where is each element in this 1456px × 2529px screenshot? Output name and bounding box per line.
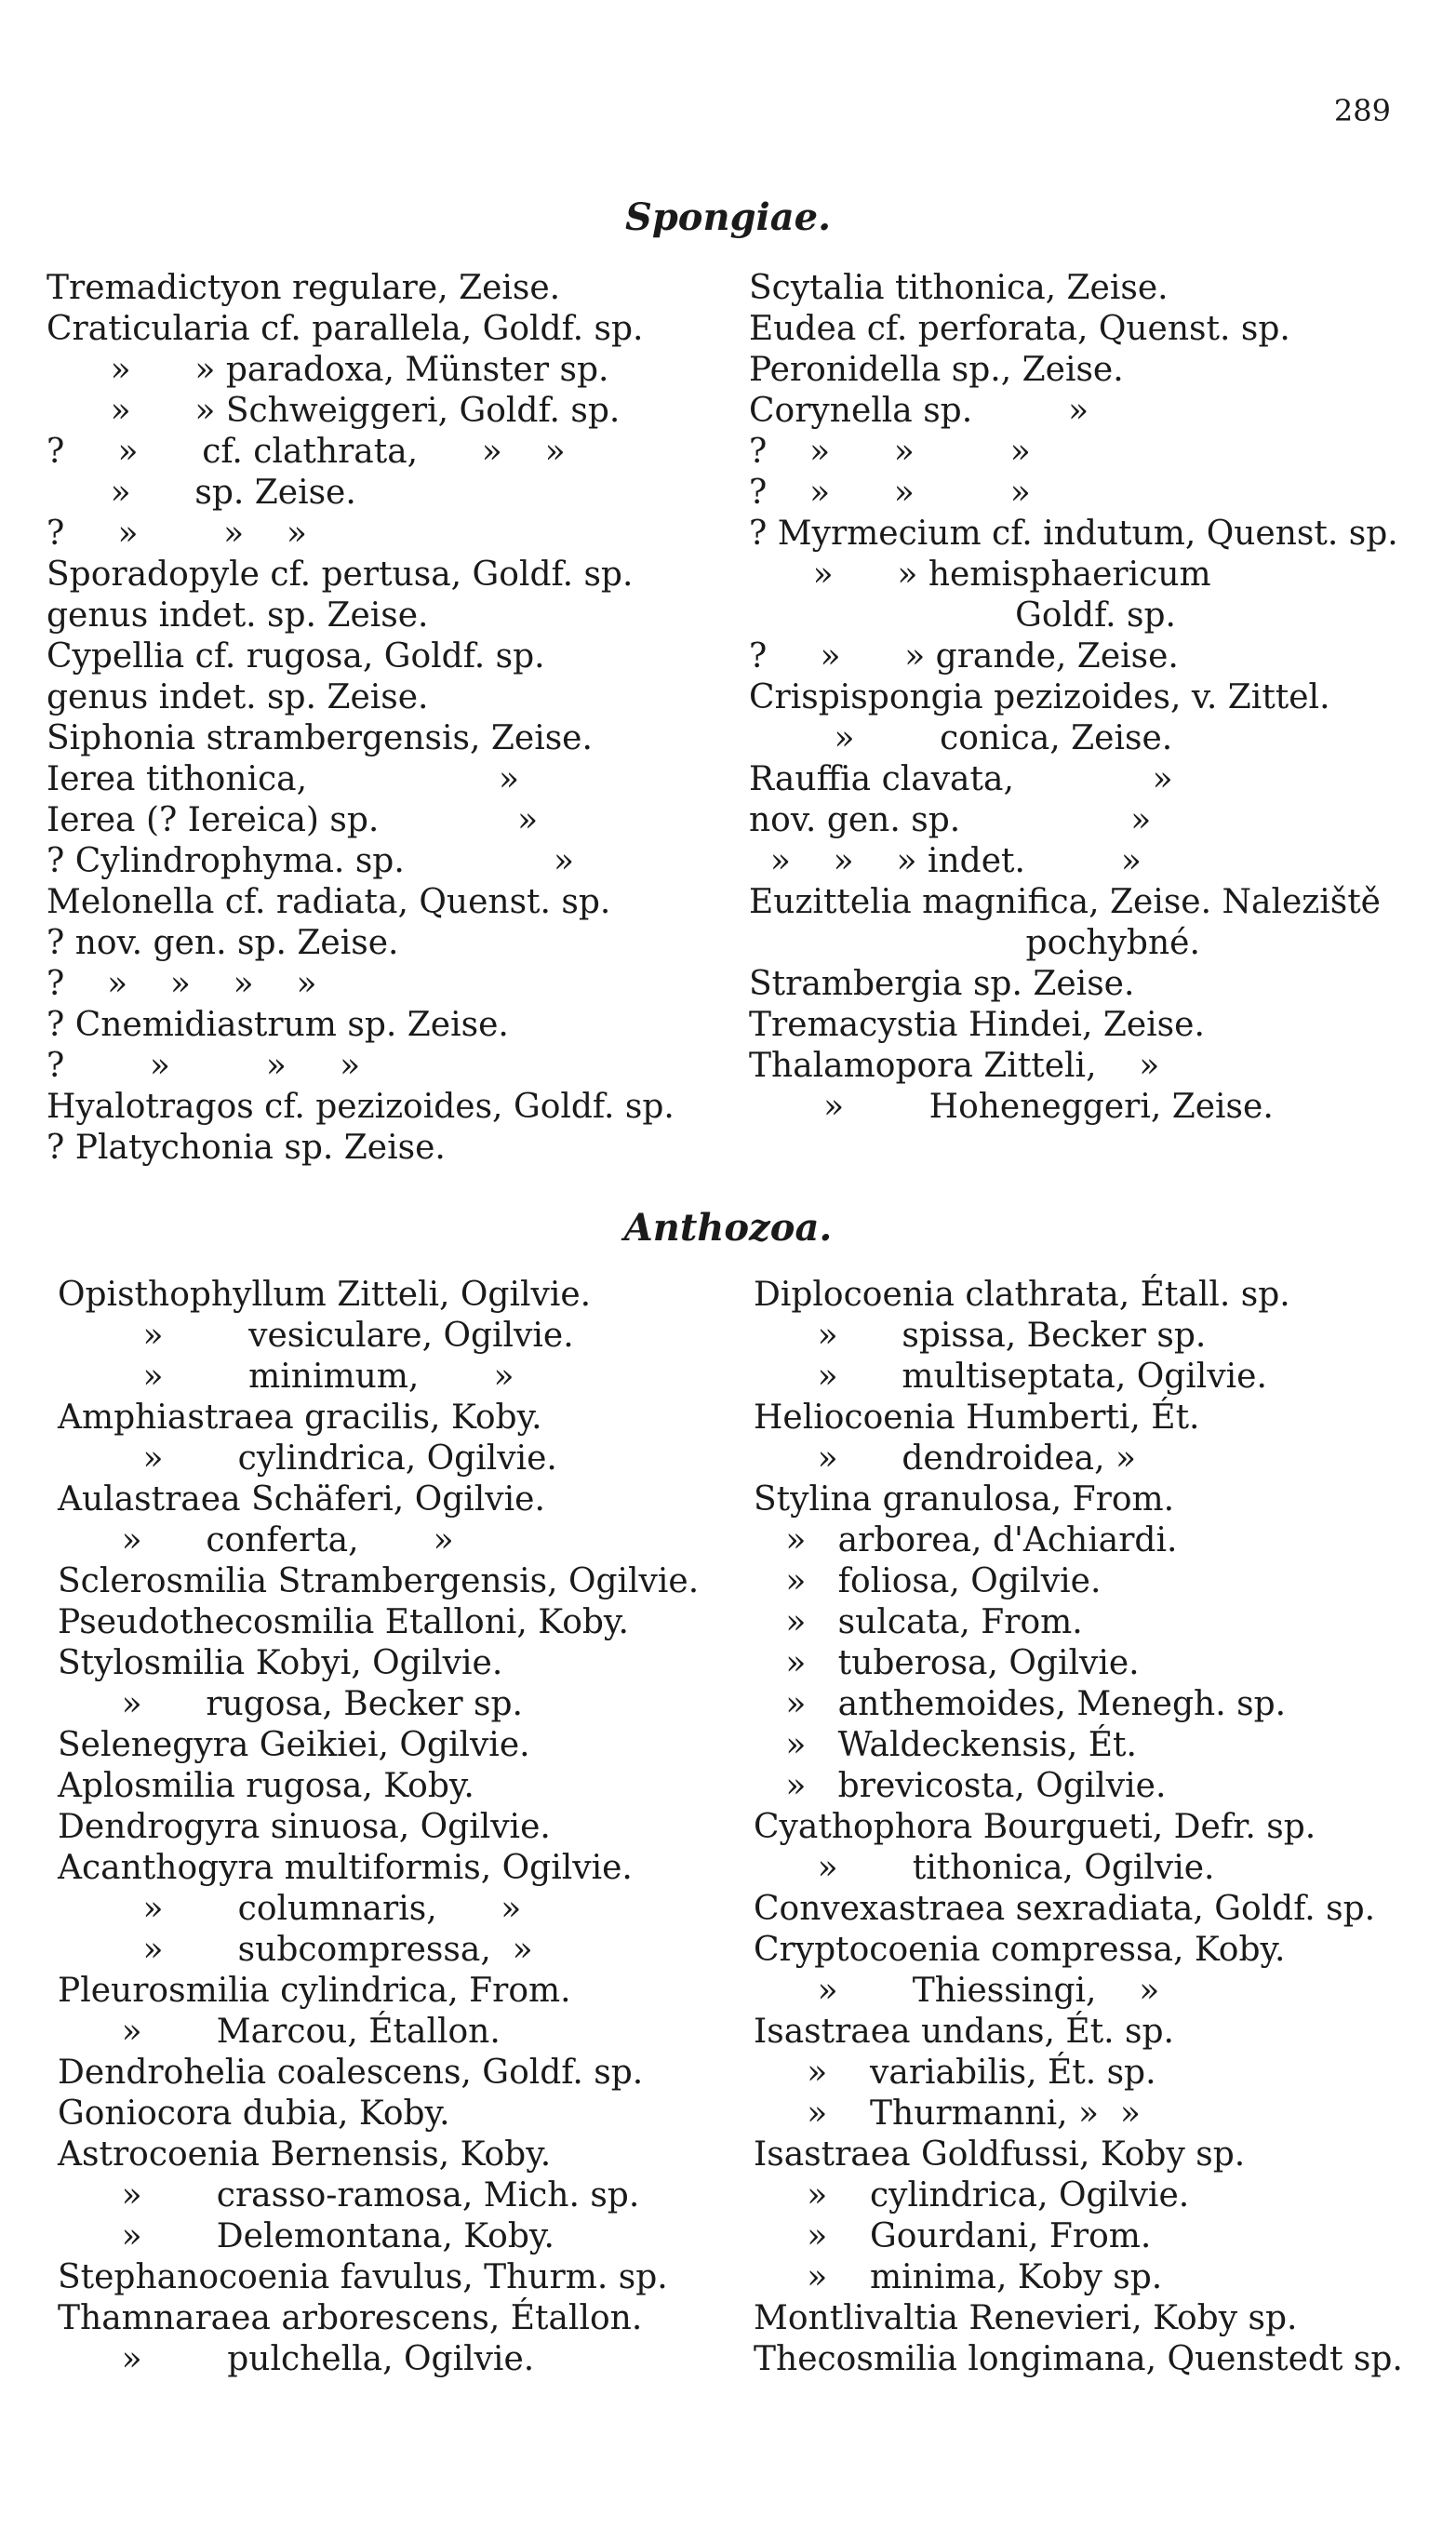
- anthozoa-left-line: Stylosmilia Kobyi, Ogilvie.: [58, 1644, 503, 1682]
- spongiae-right-line: Corynella sp. »: [749, 392, 1089, 430]
- anthozoa-right-line: Cyathophora Bourgueti, Defr. sp.: [754, 1808, 1316, 1846]
- anthozoa-right-line: Stylina granulosa, From.: [754, 1480, 1175, 1519]
- spongiae-right-line: pochybné.: [749, 924, 1200, 962]
- anthozoa-left-line: » conferta, »: [58, 1521, 454, 1559]
- anthozoa-left-line: Pseudothecosmilia Etalloni, Koby.: [58, 1603, 629, 1641]
- spongiae-right-line: Peronidella sp., Zeise.: [749, 351, 1124, 389]
- anthozoa-right-line: » tuberosa, Ogilvie.: [754, 1644, 1140, 1682]
- anthozoa-right-line: Diplocoenia clathrata, Étall. sp.: [754, 1276, 1290, 1314]
- anthozoa-right-line: » multiseptata, Ogilvie.: [754, 1358, 1267, 1396]
- anthozoa-left-line: Thamnaraea arborescens, Étallon.: [58, 2299, 643, 2337]
- anthozoa-right-line: » Waldeckensis, Ét.: [754, 1726, 1137, 1764]
- anthozoa-left-line: Dendrohelia coalescens, Goldf. sp.: [58, 2054, 644, 2092]
- anthozoa-right-line: Cryptocoenia compressa, Koby.: [754, 1931, 1286, 1969]
- spongiae-left-line: ? » cf. clathrata, » »: [47, 433, 566, 471]
- spongiae-left-line: ? Platychonia sp. Zeise.: [47, 1129, 446, 1167]
- anthozoa-right-line: » variabilis, Ét. sp.: [754, 2054, 1156, 2092]
- spongiae-left-line: ? nov. gen. sp. Zeise.: [47, 924, 399, 962]
- page-number: 289: [1333, 93, 1391, 128]
- anthozoa-left-line: » columnaris, »: [58, 1890, 522, 1928]
- anthozoa-right-line: » cylindrica, Ogilvie.: [754, 2176, 1190, 2215]
- anthozoa-right-line: » brevicosta, Ogilvie.: [754, 1767, 1167, 1805]
- spongiae-right-line: nov. gen. sp. »: [749, 801, 1152, 839]
- spongiae-right-line: Tremacystia Hindei, Zeise.: [749, 1006, 1205, 1044]
- spongiae-left-line: Sporadopyle cf. pertusa, Goldf. sp.: [47, 555, 634, 594]
- spongiae-left-line: ? Cylindrophyma. sp. »: [47, 842, 575, 880]
- anthozoa-right-line: » Gourdani, From.: [754, 2217, 1152, 2255]
- anthozoa-right-line: Thecosmilia longimana, Quenstedt sp.: [754, 2340, 1403, 2378]
- anthozoa-right-line: » arborea, d'Achiardi.: [754, 1521, 1178, 1559]
- spongiae-right-line: Thalamopora Zitteli, »: [749, 1047, 1160, 1085]
- spongiae-left-line: Cypellia cf. rugosa, Goldf. sp.: [47, 637, 545, 676]
- spongiae-left-line: ? » » »: [47, 1047, 361, 1085]
- anthozoa-left-line: Stephanocoenia favulus, Thurm. sp.: [58, 2258, 668, 2296]
- spongiae-right-line: ? » » »: [749, 474, 1031, 512]
- spongiae-right-line: Goldf. sp.: [749, 596, 1176, 635]
- spongiae-right-line: Euzittelia magnifica, Zeise. Naleziště: [749, 883, 1381, 921]
- spongiae-right-line: Eudea cf. perforata, Quenst. sp.: [749, 310, 1290, 348]
- anthozoa-left-line: Aplosmilia rugosa, Koby.: [58, 1767, 474, 1805]
- anthozoa-left-line: Aulastraea Schäferi, Ogilvie.: [58, 1480, 545, 1519]
- spongiae-left-line: Hyalotragos cf. pezizoides, Goldf. sp.: [47, 1088, 675, 1126]
- anthozoa-left-line: Acanthogyra multiformis, Ogilvie.: [58, 1849, 633, 1887]
- spongiae-right-line: » » hemisphaericum: [749, 555, 1211, 594]
- section-title-spongiae: Spongiae.: [624, 195, 832, 239]
- spongiae-right-line: Strambergia sp. Zeise.: [749, 965, 1135, 1003]
- spongiae-right-line: ? Myrmecium cf. indutum, Quenst. sp.: [749, 515, 1398, 553]
- anthozoa-right-line: » spissa, Becker sp.: [754, 1317, 1207, 1355]
- anthozoa-right-line: Isastraea undans, Ét. sp.: [754, 2013, 1175, 2051]
- anthozoa-left-line: » rugosa, Becker sp.: [58, 1685, 523, 1723]
- anthozoa-left-line: » Delemontana, Koby.: [58, 2217, 554, 2255]
- section-title-anthozoa: Anthozoa.: [623, 1206, 833, 1250]
- spongiae-left-line: genus indet. sp. Zeise.: [47, 596, 429, 635]
- spongiae-left-line: ? » » »: [47, 515, 307, 553]
- spongiae-right-line: Rauffia clavata, »: [749, 760, 1173, 798]
- anthozoa-right-line: » anthemoides, Menegh. sp.: [754, 1685, 1287, 1723]
- spongiae-right-line: Scytalia tithonica, Zeise.: [749, 269, 1169, 307]
- anthozoa-right-line: » sulcata, From.: [754, 1603, 1083, 1641]
- anthozoa-right-line: » dendroidea, »: [754, 1439, 1137, 1478]
- anthozoa-right-line: Isastraea Goldfussi, Koby sp.: [754, 2135, 1246, 2174]
- anthozoa-left-line: » cylindrica, Ogilvie.: [58, 1439, 557, 1478]
- anthozoa-left-line: Dendrogyra sinuosa, Ogilvie.: [58, 1808, 551, 1846]
- anthozoa-left-line: Selenegyra Geikiei, Ogilvie.: [58, 1726, 530, 1764]
- spongiae-right-line: » Hoheneggeri, Zeise.: [749, 1088, 1274, 1126]
- anthozoa-left-line: » vesiculare, Ogilvie.: [58, 1317, 574, 1355]
- anthozoa-right-line: Heliocoenia Humberti, Ét.: [754, 1398, 1200, 1437]
- anthozoa-right-line: » Thiessingi, »: [754, 1972, 1160, 2010]
- spongiae-left-line: Ierea (? Iereica) sp. »: [47, 801, 539, 839]
- anthozoa-left-line: Pleurosmilia cylindrica, From.: [58, 1972, 571, 2010]
- spongiae-right-line: ? » » grande, Zeise.: [749, 637, 1179, 676]
- spongiae-left-line: ? » » » »: [47, 965, 317, 1003]
- spongiae-left-line: » sp. Zeise.: [47, 474, 356, 512]
- spongiae-left-line: ? Cnemidiastrum sp. Zeise.: [47, 1006, 509, 1044]
- anthozoa-left-line: Goniocora dubia, Koby.: [58, 2094, 450, 2133]
- anthozoa-left-line: Amphiastraea gracilis, Koby.: [58, 1398, 542, 1437]
- anthozoa-left-line: » pulchella, Ogilvie.: [58, 2340, 535, 2378]
- spongiae-left-line: » » Schweiggeri, Goldf. sp.: [47, 392, 621, 430]
- spongiae-left-line: » » paradoxa, Münster sp.: [47, 351, 609, 389]
- anthozoa-left-line: Astrocoenia Bernensis, Koby.: [58, 2135, 552, 2174]
- anthozoa-right-line: » foliosa, Ogilvie.: [754, 1562, 1102, 1600]
- spongiae-right-line: Crispispongia pezizoides, v. Zittel.: [749, 678, 1330, 716]
- anthozoa-right-line: » tithonica, Ogilvie.: [754, 1849, 1215, 1887]
- anthozoa-right-line: Convexastraea sexradiata, Goldf. sp.: [754, 1890, 1376, 1928]
- spongiae-left-line: Siphonia strambergensis, Zeise.: [47, 719, 593, 757]
- anthozoa-right-line: » Thurmanni, » »: [754, 2094, 1141, 2133]
- spongiae-left-line: Craticularia cf. parallela, Goldf. sp.: [47, 310, 644, 348]
- anthozoa-right-line: Montlivaltia Renevieri, Koby sp.: [754, 2299, 1298, 2337]
- anthozoa-right-line: » minima, Koby sp.: [754, 2258, 1163, 2296]
- spongiae-left-line: genus indet. sp. Zeise.: [47, 678, 429, 716]
- anthozoa-left-line: » minimum, »: [58, 1358, 514, 1396]
- anthozoa-left-line: » Marcou, Étallon.: [58, 2013, 501, 2051]
- spongiae-left-line: Tremadictyon regulare, Zeise.: [47, 269, 561, 307]
- spongiae-right-line: » conica, Zeise.: [749, 719, 1173, 757]
- anthozoa-left-line: » crasso-ramosa, Mich. sp.: [58, 2176, 640, 2215]
- anthozoa-left-line: Opisthophyllum Zitteli, Ogilvie.: [58, 1276, 592, 1314]
- anthozoa-left-line: » subcompressa, »: [58, 1931, 533, 1969]
- spongiae-left-line: Melonella cf. radiata, Quenst. sp.: [47, 883, 611, 921]
- spongiae-right-line: » » » indet. »: [749, 842, 1142, 880]
- spongiae-left-line: Ierea tithonica, »: [47, 760, 520, 798]
- anthozoa-left-line: Sclerosmilia Strambergensis, Ogilvie.: [58, 1562, 700, 1600]
- spongiae-right-line: ? » » »: [749, 433, 1031, 471]
